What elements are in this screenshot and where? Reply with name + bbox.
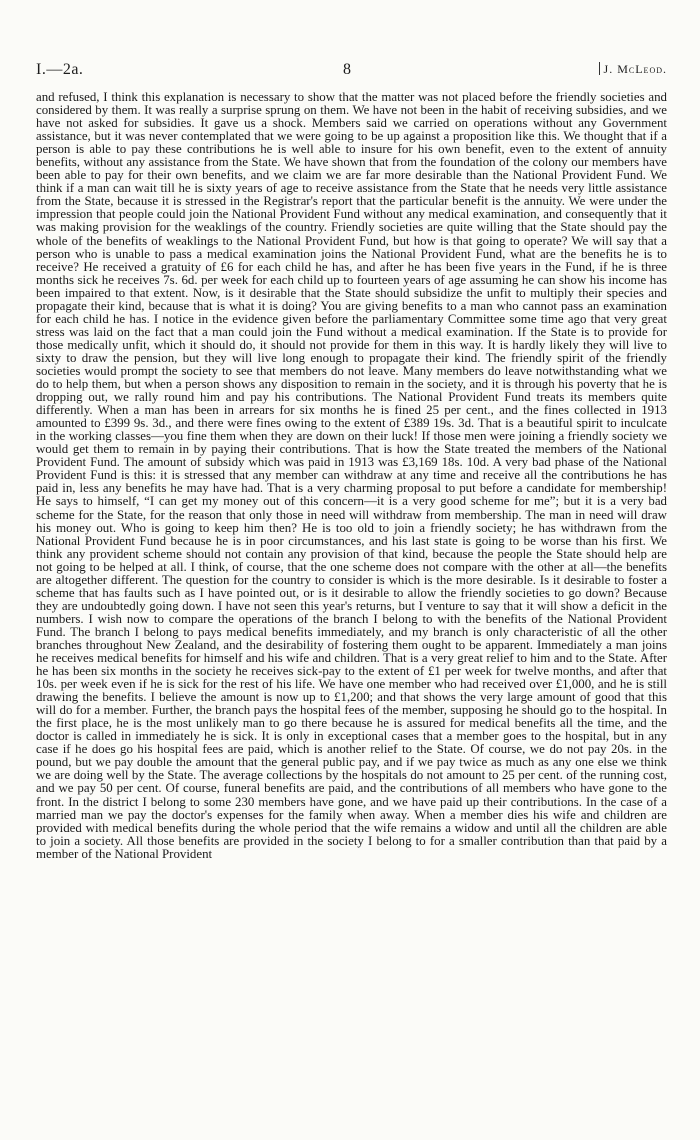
report-reference: I.—2a.: [36, 61, 84, 78]
speaker-name: [599, 62, 667, 77]
page-header: [36, 61, 667, 81]
page-number: 8: [343, 61, 351, 78]
body-text: [36, 91, 667, 1131]
speaker-name-text: J. McLeod.: [603, 62, 667, 76]
body-paragraph: and refused, I think this explanation is necessary to show that the matter was not placed before the friendly societies and considered by them. It was really a surprise sprung on them. We have not been in the habit of receiving subsidies, and we have not asked for subsidies. It gave us a shock. Members said we carried on operations without any Government assistance, but it was never contemplated that we were going to be up against a proposition like this. We thought that if a person is able to pay these contributions he is well able to insure for his own benefit, even to the extent of annuity benefits, without any assistance from the State. We have shown that from the foundation of the colony our members have been able to pay for their own benefits, and we claim we are far more desirable than the National Provident Fund. We think if a man can wait till he is sixty years of age to receive assistance from the State that he needs very little assistance from the State, because it is stressed in the Registrar's report that the particular benefit is the annuity. We were under the impression that people could join the National Provident Fund without any medical examination, and consequently that it was making provision for the weaklings of the country. Friendly societies are quite willing that the State should pay the whole of the benefits of weaklings to the National Provident Fund, but how is that going to operate? We will say that a person who is unable to pass a medical examination joins the National Provident Fund, what are the benefits he is to receive? He received a gratuity of £6 for each child he has, and after he has been five years in the Fund, if he is three months sick he receives 7s. 6d. per week for each child up to fourteen years of age assuming he can show his income has been impaired to that extent. Now, is it desirable that the State should subsidize the unfit to multiply their species and propagate their kind, because that is what it is doing? You are giving benefits to a man who cannot pass an examination for each child he has. I notice in the evidence given before the parliamentary Committee some time ago that very great stress was laid on the fact that a man could join the Fund without a medical examination. If the State is to provide for those medically unfit, which it should do, it should not provide for them in this way. It is hardly likely they will live to sixty to draw the pension, but they will live long enough to propagate their kind. The friendly spirit of the friendly societies would prompt the society to see that members do not leave. Many members do leave notwithstanding what we do to help them, but when a person shows any disposition to remain in the society, and it is through his poverty that he is dropping out, we rally round him and pay his contributions. The National Provident Fund treats its members quite differently. When a man has been in arrears for six months he is fined 25 per cent., and the fines collected in 1913 amounted to £399 9s. 3d., and there were fines owing to the extent of £389 19s. 3d. That is a beautiful spirit to inculcate in the working classes—you fine them when they are down on their luck! If those men were joining a friendly society we would get them to remain in by paying their contributions. That is how the State treated the members of the National Provident Fund. The amount of subsidy which was paid in 1913 was £3,169 18s. 10d. A very bad phase of the National Provident Fund is this: it is stressed that any member can withdraw at any time and receive all the contributions he has paid in, less any benefits he may have had. That is a very charming proposal to put before a candidate for membership! He says to himself, “I can get my money out of this concern—it is a very good scheme for me”; but it is a very bad scheme for the State, for the reason that only those in need will withdraw from membership. The man in need will draw his money out. Who is going to keep him then? He is too old to join a friendly society; he has withdrawn from the National Provident Fund because he is in poor circumstances, and his last state is going to be worse than his first. We think any provident scheme should not contain any provision of that kind, because the people the State should help are not going to be helped at all. I think, of course, that the one scheme does not compare with the other at all—the benefits are altogether different. The question for the country to consider is which is the more desirable. Is it desirable to foster a scheme that has faults such as I have pointed out, or is it desirable to allow the friendly societies to go down? Because they are undoubtedly going down. I have not seen this year's returns, but I venture to say that it will show a deficit in the numbers. I wish now to compare the operations of the branch I belong to with the benefits of the National Provident Fund. The branch I belong to pays medical benefits immediately, and my branch is only characteristic of all the other branches throughout New Zealand, and the desirability of fostering them ought to be apparent. Immediately a man joins he receives medical benefits for himself and his wife and children. That is a very great relief to him and to the State. After he has been six months in the society he receives sick-pay to the extent of £1 per week for twelve months, and after that 10s. per week even if he is sick for the rest of his life. We have one member who had received over £1,000, and he is still drawing the benefits. I believe the amount is now up to £1,200; and that shows the very large amount of good that this will do for a member. Further, the branch pays the hospital fees of the member, supposing he should go to the hospital. In the first place, he is the most unlikely man to go there because he is assured for medical benefits all the time, and the doctor is called in immediately he is sick. It is only in exceptional cases that a member goes to the hospital, but in any case if he does go his hospital fees are paid, which is another relief to the State. Of course, we do not pay 20s. in the pound, but we pay double the amount that the general public pay, and if we pay twice as much as any one else we think we are doing well by the State. The average collections by the hospitals do not amount to 25 per cent. of the running cost, and we pay 50 per cent. Of course, funeral benefits are paid, and the contributions of all members who have gone to the front. In the district I belong to some 230 members have gone, and we have paid up their contributions. In the case of a married man we pay the doctor's expenses for the family when away. When a member dies his wife and children are provided with medical benefits during the whole period that the wife remains a widow and until all the children are able to join a society. All those benefits are provided in the society I belong to for a smaller contribution than that paid by a member of the National Provident: [36, 91, 667, 861]
margin-bar: [599, 62, 600, 75]
